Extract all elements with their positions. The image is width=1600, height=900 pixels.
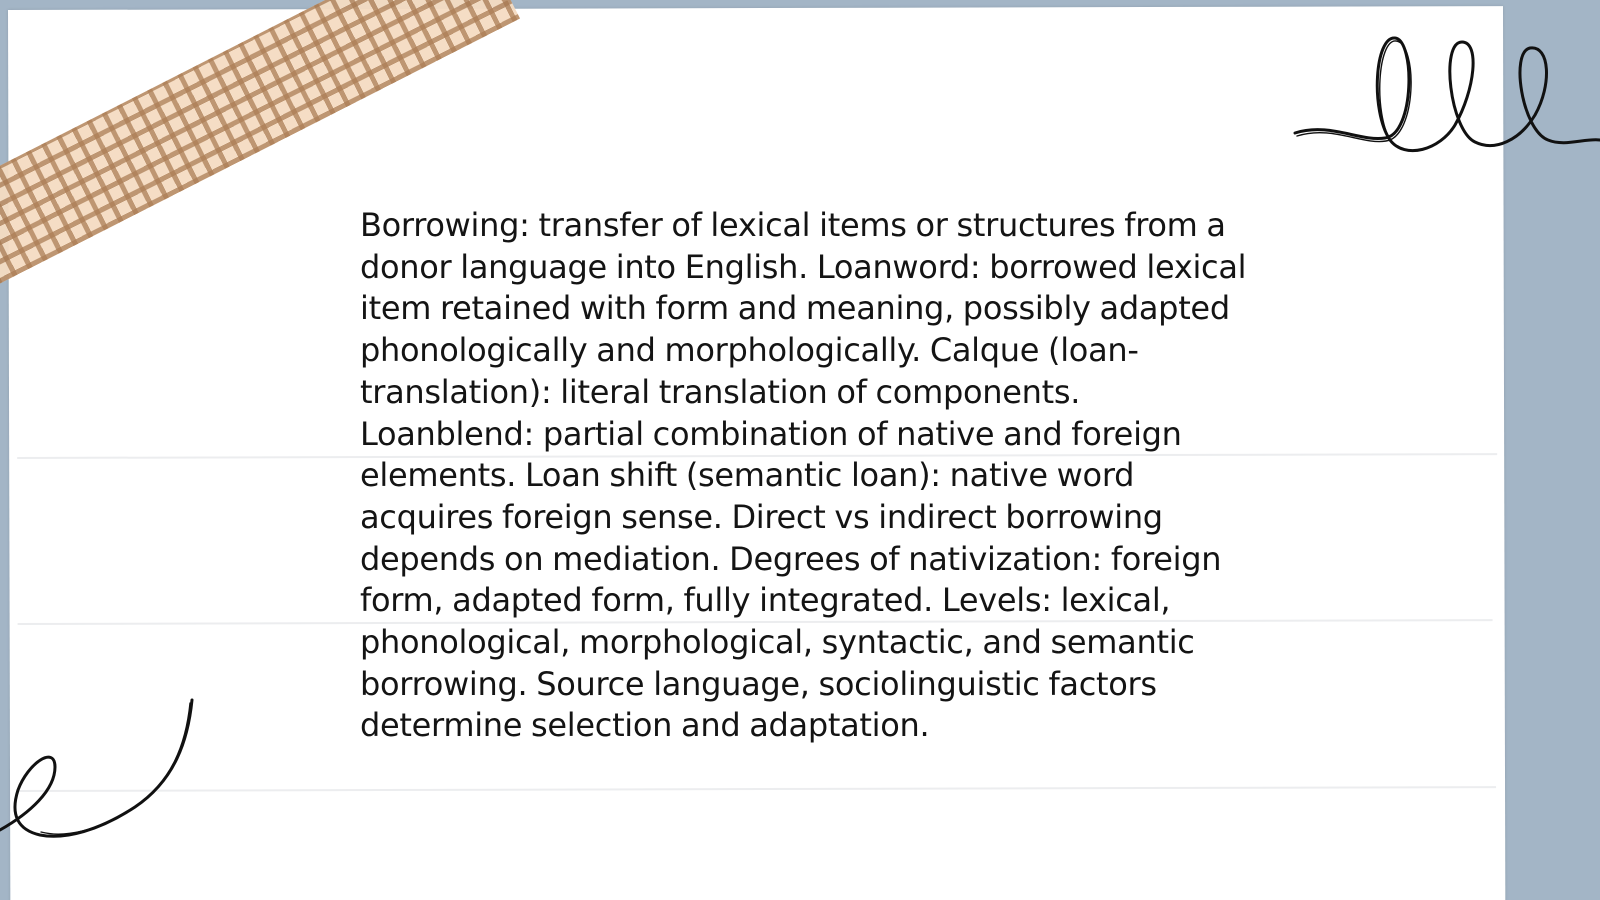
- loop-squiggle-icon: [1290, 30, 1600, 160]
- loop-swoosh-icon: [0, 695, 200, 855]
- paper-rule-line: [18, 786, 1496, 792]
- slide-body-text: Borrowing: transfer of lexical items or structures from a donor language into English. Loanword: borrowed lexical item retained with form and meaning, possibly adapted phonologically and morphologically. Calque (loan-translation): literal translation of components. Loanblend: partial combination of native and foreign elements. Loan shift (semantic loan): native word acquires foreign sense. Direct vs indirect borrowing depends on mediation. Degrees of nativization: foreign form, adapted form, fully integrated. Levels: lexical, phonological, morphological, syntactic, and semantic borrowing. Source language, sociolinguistic factors determine selection and adaptation.: [360, 206, 1247, 745]
